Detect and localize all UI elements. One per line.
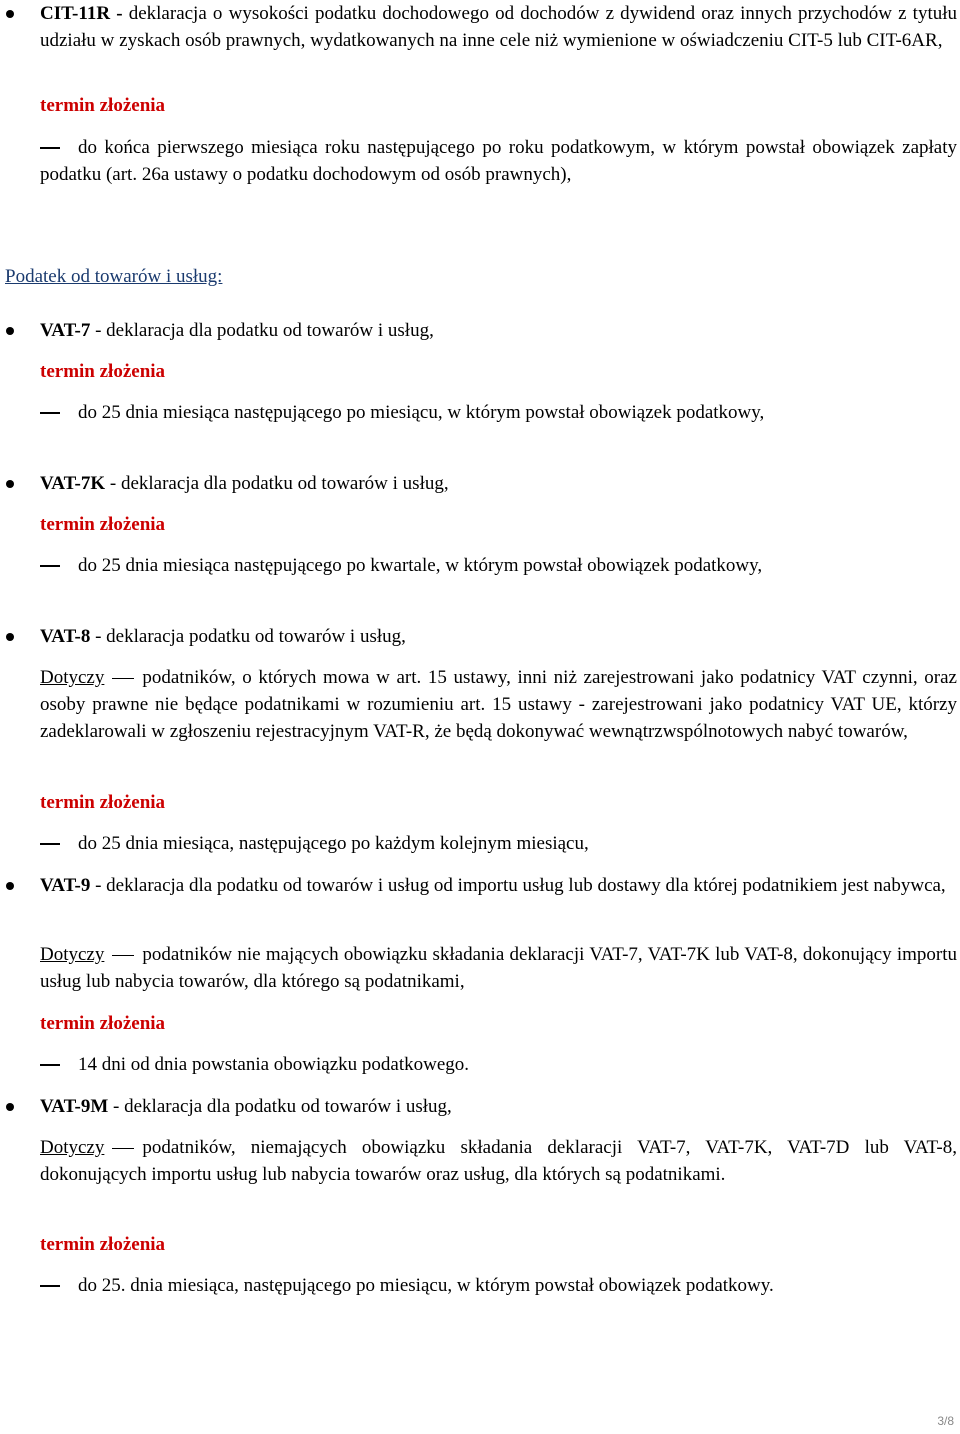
deadline-item: [40, 552, 957, 579]
item-code: VAT-9: [40, 875, 91, 896]
dash-icon: [40, 1064, 60, 1066]
dotyczy-paragraph: [40, 664, 957, 745]
item-code: CIT-11R -: [40, 3, 123, 24]
bullet-icon: [6, 633, 14, 641]
dotyczy-label: Dotyczy: [40, 1137, 105, 1158]
page-number: 3/8: [937, 1414, 954, 1428]
dotyczy-label: Dotyczy: [40, 944, 105, 965]
bullet-icon: [6, 882, 14, 890]
item-description: - deklaracja podatku od towarów i usług,: [95, 626, 406, 647]
dash-icon: [40, 412, 60, 414]
deadline-item: [40, 134, 957, 188]
item-code: VAT-8: [40, 626, 91, 647]
dotyczy-paragraph: [40, 1134, 957, 1188]
termin-label: termin złożenia: [40, 1013, 166, 1034]
deadline-text: do 25 dnia miesiąca następującego po miesiącu, w którym powstał obowiązek podatkowy,: [78, 402, 765, 423]
deadline-text: do 25 dnia miesiąca, następującego po każdym kolejnym miesiącu,: [78, 833, 589, 854]
bullet-icon: [6, 480, 14, 488]
dash-icon: [40, 565, 60, 567]
dotyczy-paragraph: [40, 941, 957, 995]
dash-icon: [40, 843, 60, 845]
item-description: - deklaracja dla podatku od towarów i usług od importu usług lub dostawy dla której podatnikiem jest nabywca,: [95, 875, 946, 896]
deadline-item: [40, 1272, 957, 1299]
termin-label: termin złożenia: [40, 514, 166, 535]
item-description: - deklaracja dla podatku od towarów i usług,: [95, 320, 434, 341]
item-vat-9m: [40, 1093, 957, 1120]
item-code: VAT-9M: [40, 1096, 109, 1117]
dash-icon: [112, 1148, 134, 1150]
deadline-item: [40, 1051, 957, 1078]
deadline-text: do 25 dnia miesiąca następującego po kwartale, w którym powstał obowiązek podatkowy,: [78, 555, 763, 576]
bullet-icon: [6, 10, 14, 18]
dotyczy-text: podatników nie mających obowiązku składania deklaracji VAT-7, VAT-7K lub VAT-8, dokonujący importu usług lub nabycia towarów, dla którego są podatnikami,: [40, 944, 957, 992]
dash-icon: [112, 678, 134, 680]
termin-label: termin złożenia: [40, 361, 166, 382]
item-code: VAT-7: [40, 320, 91, 341]
deadline-text: do 25. dnia miesiąca, następującego po miesiącu, w którym powstał obowiązek podatkowy.: [78, 1275, 774, 1296]
bullet-icon: [6, 327, 14, 335]
deadline-text: 14 dni od dnia powstania obowiązku podatkowego.: [78, 1054, 470, 1075]
item-cit-11r: [40, 0, 957, 54]
dash-icon: [112, 955, 134, 957]
bullet-icon: [6, 1103, 14, 1111]
deadline-item: [40, 830, 957, 857]
termin-label: termin złożenia: [40, 792, 166, 813]
deadline-item: [40, 399, 957, 426]
dotyczy-text: podatników, niemających obowiązku składania deklaracji VAT-7, VAT-7K, VAT-7D lub VAT-8, dokonujących importu usług lub nabycia towarów oraz usług, dla których są podatnikami.: [40, 1137, 957, 1185]
item-vat-8: [40, 623, 957, 650]
dotyczy-label: Dotyczy: [40, 667, 105, 688]
termin-label: termin złożenia: [40, 1234, 166, 1255]
deadline-text: do końca pierwszego miesiąca roku następującego po roku podatkowym, w którym powstał obowiązek zapłaty podatku (art. 26a ustawy o podatku dochodowym od osób prawnych),: [40, 137, 957, 185]
item-description: deklaracja o wysokości podatku dochodowego od dochodów z dywidend oraz innych przychodów z tytułu udziału w zyskach osób prawnych, wydatkowanych na inne cele niż wymienione w oświadczeniu CIT-5 lub CIT-6AR,: [40, 3, 958, 51]
item-vat-9: [40, 872, 957, 899]
termin-label: termin złożenia: [40, 95, 166, 116]
item-code: VAT-7K: [40, 473, 106, 494]
item-description: - deklaracja dla podatku od towarów i usług,: [113, 1096, 452, 1117]
dash-icon: [40, 1285, 60, 1287]
section-heading: Podatek od towarów i usług:: [5, 266, 223, 287]
item-vat-7k: [40, 470, 957, 497]
item-vat-7: [40, 317, 957, 344]
dash-icon: [40, 147, 60, 149]
dotyczy-text: podatników, o których mowa w art. 15 ustawy, inni niż zarejestrowani jako podatnicy VAT czynni, oraz osoby prawne nie będące podatnikami w rozumieniu art. 15 ustawy - zarejestrowani jako podatnicy VAT UE, którzy zadeklarowali w zgłoszeniu rejestracyjnym VAT-R, że będą dokonywać wewnątrzwspólnotowych nabyć towarów,: [40, 667, 957, 742]
item-description: - deklaracja dla podatku od towarów i usług,: [109, 473, 449, 494]
